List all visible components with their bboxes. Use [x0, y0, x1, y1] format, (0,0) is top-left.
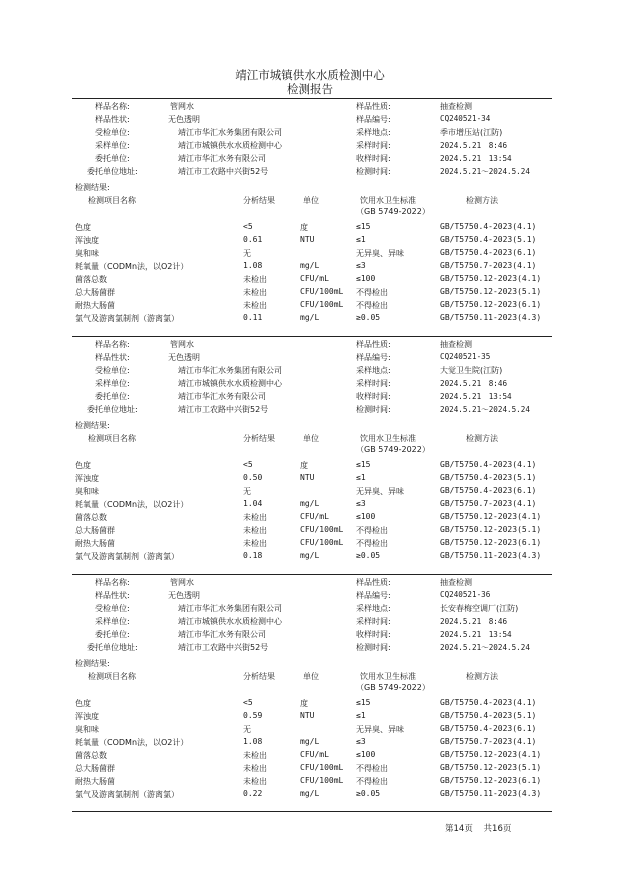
cell-item: 臭和味 — [75, 487, 99, 496]
cell-item: 浑浊度 — [75, 236, 99, 245]
cell-result: 未检出 — [243, 513, 267, 522]
field-value-receive-time: 2024.5.21 13:54 — [440, 392, 512, 401]
col-header-item: 检测项目名称 — [88, 196, 136, 205]
field-label-sample-name: 样品名称: — [95, 578, 130, 587]
field-label-sample-site: 采样地点: — [356, 128, 391, 137]
cell-method: GB/T5750.4-2023(6.1) — [440, 248, 537, 257]
cell-result: 0.61 — [243, 235, 263, 244]
field-value-sampler: 靖江市城镇供水水质检测中心 — [178, 379, 282, 388]
cell-result: 无 — [243, 249, 251, 258]
field-value-sample-no: CQ240521-34 — [440, 114, 491, 123]
field-value-sample-state: 无色透明 — [168, 591, 200, 600]
cell-result: 未检出 — [243, 301, 267, 310]
field-value-test-time: 2024.5.21～2024.5.24 — [440, 405, 530, 414]
field-value-sample-no: CQ240521-36 — [440, 590, 491, 599]
col-header-method: 检测方法 — [466, 196, 498, 205]
table-row — [0, 551, 620, 563]
cell-standard: ≤15 — [356, 460, 371, 469]
cell-method: GB/T5750.12-2023(5.1) — [440, 763, 542, 772]
cell-method: GB/T5750.4-2023(5.1) — [440, 711, 537, 720]
cell-method: GB/T5750.12-2023(6.1) — [440, 538, 542, 547]
page-footer — [445, 822, 519, 834]
field-label-client: 受检单位: — [95, 366, 130, 375]
table-row — [0, 724, 620, 736]
cell-method: GB/T5750.4-2023(4.1) — [440, 460, 537, 469]
cell-item: 耐热大肠菌 — [75, 301, 115, 310]
cell-item: 氯气及游离氯制剂（游离氯） — [75, 790, 179, 799]
cell-unit: CFU/mL — [300, 750, 329, 759]
cell-item: 色度 — [75, 699, 91, 708]
report-title: 检测报告 — [287, 82, 333, 96]
cell-item: 耐热大肠菌 — [75, 539, 115, 548]
field-label-sample-name: 样品名称: — [95, 340, 130, 349]
field-value-commissioner-address: 靖江市工农路中兴街52号 — [178, 167, 269, 176]
field-value-sample-site: 长安春梅空调厂(江防) — [440, 604, 519, 613]
cell-standard: ≥0.05 — [356, 313, 381, 322]
cell-result: 0.18 — [243, 551, 263, 560]
page-bottom-rule — [72, 811, 552, 812]
cell-standard: 不得检出 — [356, 764, 388, 773]
cell-standard: ≤3 — [356, 261, 366, 270]
report-org-title: 靖江市城镇供水水质检测中心 — [235, 68, 385, 82]
cell-result: 1.08 — [243, 737, 263, 746]
field-label-sample-site: 采样地点: — [356, 366, 391, 375]
page-total: 共16页 — [483, 824, 512, 834]
table-row — [0, 300, 620, 312]
table-row — [0, 499, 620, 511]
cell-method: GB/T5750.12-2023(6.1) — [440, 776, 542, 785]
col-header-standard-code: （GB 5749-2022） — [356, 207, 430, 216]
field-value-sample-name: 管网水 — [170, 340, 194, 349]
cell-result: <5 — [243, 222, 253, 231]
cell-unit: 度 — [300, 461, 308, 470]
cell-method: GB/T5750.12-2023(5.1) — [440, 525, 542, 534]
field-label-sample-site: 采样地点: — [356, 604, 391, 613]
field-value-sample-type: 抽查检测 — [440, 102, 472, 111]
table-row — [0, 486, 620, 498]
col-header-method: 检测方法 — [466, 434, 498, 443]
field-value-commissioner-address: 靖江市工农路中兴街52号 — [178, 405, 269, 414]
field-value-client: 靖江市华汇水务集团有限公司 — [178, 128, 282, 137]
field-value-test-time: 2024.5.21～2024.5.24 — [440, 643, 530, 652]
cell-unit: CFU/100mL — [300, 538, 344, 547]
cell-standard: ≤100 — [356, 512, 376, 521]
field-value-sample-name: 管网水 — [170, 102, 194, 111]
cell-unit: mg/L — [300, 551, 320, 560]
field-value-sample-type: 抽查检测 — [440, 578, 472, 587]
section-divider — [72, 98, 552, 99]
col-header-standard-code: （GB 5749-2022） — [356, 683, 430, 692]
field-value-sample-state: 无色透明 — [168, 115, 200, 124]
field-label-receive-time: 收样时间: — [356, 392, 391, 401]
cell-result: 未检出 — [243, 526, 267, 535]
col-header-item: 检测项目名称 — [88, 434, 136, 443]
cell-method: GB/T5750.4-2023(5.1) — [440, 235, 537, 244]
field-label-commissioner: 委托单位: — [95, 154, 130, 163]
cell-result: 未检出 — [243, 777, 267, 786]
cell-unit: CFU/100mL — [300, 300, 344, 309]
section-divider — [72, 574, 552, 575]
cell-standard: ≤1 — [356, 711, 366, 720]
cell-item: 耗氧量（CODMn法，以O2计） — [75, 262, 189, 271]
cell-method: GB/T5750.4-2023(6.1) — [440, 486, 537, 495]
table-row — [0, 737, 620, 749]
cell-item: 菌落总数 — [75, 751, 107, 760]
cell-standard: 无异臭、异味 — [356, 487, 404, 496]
cell-method: GB/T5750.12-2023(4.1) — [440, 750, 542, 759]
field-label-client: 受检单位: — [95, 128, 130, 137]
field-value-commissioner: 靖江市华汇水务有限公司 — [178, 154, 266, 163]
cell-unit: mg/L — [300, 737, 320, 746]
field-label-test-time: 检测时间: — [356, 643, 391, 652]
cell-unit: CFU/100mL — [300, 525, 344, 534]
cell-method: GB/T5750.7-2023(4.1) — [440, 261, 537, 270]
field-label-sample-state: 样品性状: — [95, 591, 130, 600]
cell-standard: 无异臭、异味 — [356, 249, 404, 258]
cell-method: GB/T5750.7-2023(4.1) — [440, 737, 537, 746]
table-row — [0, 261, 620, 273]
cell-standard: 不得检出 — [356, 777, 388, 786]
cell-item: 耗氧量（CODMn法，以O2计） — [75, 500, 189, 509]
cell-method: GB/T5750.7-2023(4.1) — [440, 499, 537, 508]
cell-unit: CFU/mL — [300, 274, 329, 283]
cell-method: GB/T5750.12-2023(5.1) — [440, 287, 542, 296]
field-value-sample-type: 抽查检测 — [440, 340, 472, 349]
field-value-sampler: 靖江市城镇供水水质检测中心 — [178, 617, 282, 626]
field-label-sampler: 采样单位: — [95, 617, 130, 626]
field-value-sample-time: 2024.5.21 8:46 — [440, 617, 508, 626]
field-value-sample-state: 无色透明 — [168, 353, 200, 362]
field-label-sample-type: 样品性质: — [356, 578, 391, 587]
cell-method: GB/T5750.4-2023(4.1) — [440, 222, 537, 231]
col-header-method: 检测方法 — [466, 672, 498, 681]
field-label-commissioner-address: 委托单位地址: — [87, 643, 138, 652]
table-row — [0, 460, 620, 472]
cell-result: <5 — [243, 460, 253, 469]
cell-result: 0.59 — [243, 711, 263, 720]
table-row — [0, 711, 620, 723]
cell-result: 无 — [243, 725, 251, 734]
col-header-item: 检测项目名称 — [88, 672, 136, 681]
field-value-sample-time: 2024.5.21 8:46 — [440, 141, 508, 150]
cell-unit: 度 — [300, 223, 308, 232]
field-label-sample-type: 样品性质: — [356, 340, 391, 349]
section-divider — [72, 336, 552, 337]
cell-standard: 不得检出 — [356, 301, 388, 310]
cell-item: 浑浊度 — [75, 712, 99, 721]
cell-result: <5 — [243, 698, 253, 707]
cell-item: 菌落总数 — [75, 275, 107, 284]
cell-standard: 不得检出 — [356, 288, 388, 297]
field-label-test-time: 检测时间: — [356, 405, 391, 414]
col-header-unit: 单位 — [303, 196, 319, 205]
cell-method: GB/T5750.4-2023(5.1) — [440, 473, 537, 482]
cell-method: GB/T5750.4-2023(6.1) — [440, 724, 537, 733]
cell-result: 未检出 — [243, 764, 267, 773]
field-value-commissioner: 靖江市华汇水务有限公司 — [178, 392, 266, 401]
field-value-sample-site: 季市增压站(江防) — [440, 128, 503, 137]
field-label-sample-no: 样品编号: — [356, 115, 391, 124]
cell-standard: ≥0.05 — [356, 551, 381, 560]
cell-result: 1.04 — [243, 499, 263, 508]
table-row — [0, 750, 620, 762]
field-value-client: 靖江市华汇水务集团有限公司 — [178, 604, 282, 613]
cell-item: 总大肠菌群 — [75, 764, 115, 773]
field-label-sample-state: 样品性状: — [95, 115, 130, 124]
cell-unit: NTU — [300, 235, 315, 244]
cell-unit: mg/L — [300, 261, 320, 270]
cell-standard: ≤3 — [356, 499, 366, 508]
table-row — [0, 512, 620, 524]
cell-standard: ≤100 — [356, 750, 376, 759]
field-label-sample-time: 采样时间: — [356, 141, 391, 150]
cell-result: 0.11 — [243, 313, 263, 322]
field-label-client: 受检单位: — [95, 604, 130, 613]
col-header-result: 分析结果 — [243, 672, 275, 681]
field-value-receive-time: 2024.5.21 13:54 — [440, 154, 512, 163]
cell-result: 1.08 — [243, 261, 263, 270]
field-label-test-time: 检测时间: — [356, 167, 391, 176]
cell-item: 氯气及游离氯制剂（游离氯） — [75, 552, 179, 561]
cell-item: 耐热大肠菌 — [75, 777, 115, 786]
field-value-commissioner: 靖江市华汇水务有限公司 — [178, 630, 266, 639]
cell-item: 色度 — [75, 461, 91, 470]
table-row — [0, 698, 620, 710]
field-value-sample-time: 2024.5.21 8:46 — [440, 379, 508, 388]
col-header-unit: 单位 — [303, 672, 319, 681]
field-value-commissioner-address: 靖江市工农路中兴街52号 — [178, 643, 269, 652]
cell-standard: ≤100 — [356, 274, 376, 283]
cell-item: 氯气及游离氯制剂（游离氯） — [75, 314, 179, 323]
cell-item: 浑浊度 — [75, 474, 99, 483]
cell-unit: CFU/mL — [300, 512, 329, 521]
table-row — [0, 763, 620, 775]
page-number: 第14页 — [445, 824, 473, 834]
table-row — [0, 235, 620, 247]
cell-method: GB/T5750.11-2023(4.3) — [440, 789, 542, 798]
field-value-sample-no: CQ240521-35 — [440, 352, 491, 361]
cell-item: 总大肠菌群 — [75, 288, 115, 297]
cell-standard: 不得检出 — [356, 539, 388, 548]
cell-method: GB/T5750.12-2023(6.1) — [440, 300, 542, 309]
cell-method: GB/T5750.11-2023(4.3) — [440, 313, 542, 322]
cell-unit: mg/L — [300, 789, 320, 798]
cell-method: GB/T5750.12-2023(4.1) — [440, 274, 542, 283]
field-label-sample-no: 样品编号: — [356, 353, 391, 362]
table-row — [0, 248, 620, 260]
cell-standard: ≤3 — [356, 737, 366, 746]
cell-result: 未检出 — [243, 751, 267, 760]
cell-result: 未检出 — [243, 275, 267, 284]
col-header-standard: 饮用水卫生标准 — [360, 196, 416, 205]
cell-item: 臭和味 — [75, 725, 99, 734]
cell-standard: ≤15 — [356, 222, 371, 231]
col-header-standard: 饮用水卫生标准 — [360, 434, 416, 443]
cell-standard: 无异臭、异味 — [356, 725, 404, 734]
field-label-commissioner: 委托单位: — [95, 630, 130, 639]
table-row — [0, 473, 620, 485]
cell-item: 总大肠菌群 — [75, 526, 115, 535]
cell-standard: ≤15 — [356, 698, 371, 707]
cell-result: 未检出 — [243, 539, 267, 548]
field-label-commissioner-address: 委托单位地址: — [87, 405, 138, 414]
table-row — [0, 538, 620, 550]
cell-unit: CFU/100mL — [300, 287, 344, 296]
cell-standard: ≤1 — [356, 473, 366, 482]
table-row — [0, 789, 620, 801]
cell-unit: CFU/100mL — [300, 763, 344, 772]
table-row — [0, 525, 620, 537]
col-header-standard-code: （GB 5749-2022） — [356, 445, 430, 454]
cell-unit: 度 — [300, 699, 308, 708]
table-row — [0, 274, 620, 286]
field-value-sample-name: 管网水 — [170, 578, 194, 587]
cell-unit: NTU — [300, 473, 315, 482]
results-label: 检测结果: — [75, 183, 110, 192]
field-label-sample-state: 样品性状: — [95, 353, 130, 362]
cell-result: 0.50 — [243, 473, 263, 482]
cell-item: 菌落总数 — [75, 513, 107, 522]
col-header-standard: 饮用水卫生标准 — [360, 672, 416, 681]
cell-standard: ≥0.05 — [356, 789, 381, 798]
cell-item: 臭和味 — [75, 249, 99, 258]
cell-unit: NTU — [300, 711, 315, 720]
field-label-commissioner: 委托单位: — [95, 392, 130, 401]
table-row — [0, 776, 620, 788]
field-label-sampler: 采样单位: — [95, 379, 130, 388]
field-label-sample-time: 采样时间: — [356, 379, 391, 388]
cell-result: 未检出 — [243, 288, 267, 297]
field-value-client: 靖江市华汇水务集团有限公司 — [178, 366, 282, 375]
col-header-result: 分析结果 — [243, 434, 275, 443]
cell-method: GB/T5750.4-2023(4.1) — [440, 698, 537, 707]
field-label-sampler: 采样单位: — [95, 141, 130, 150]
table-row — [0, 287, 620, 299]
col-header-result: 分析结果 — [243, 196, 275, 205]
field-label-commissioner-address: 委托单位地址: — [87, 167, 138, 176]
cell-item: 耗氧量（CODMn法，以O2计） — [75, 738, 189, 747]
table-row — [0, 313, 620, 325]
results-label: 检测结果: — [75, 659, 110, 668]
cell-method: GB/T5750.12-2023(4.1) — [440, 512, 542, 521]
cell-unit: mg/L — [300, 499, 320, 508]
cell-unit: mg/L — [300, 313, 320, 322]
field-label-sample-no: 样品编号: — [356, 591, 391, 600]
field-label-sample-type: 样品性质: — [356, 102, 391, 111]
field-value-sample-site: 大觉卫生院(江防) — [440, 366, 503, 375]
results-label: 检测结果: — [75, 421, 110, 430]
field-value-receive-time: 2024.5.21 13:54 — [440, 630, 512, 639]
cell-result: 无 — [243, 487, 251, 496]
cell-method: GB/T5750.11-2023(4.3) — [440, 551, 542, 560]
table-row — [0, 222, 620, 234]
cell-item: 色度 — [75, 223, 91, 232]
cell-result: 0.22 — [243, 789, 263, 798]
cell-unit: CFU/100mL — [300, 776, 344, 785]
cell-standard: 不得检出 — [356, 526, 388, 535]
field-label-receive-time: 收样时间: — [356, 154, 391, 163]
field-label-sample-name: 样品名称: — [95, 102, 130, 111]
field-label-receive-time: 收样时间: — [356, 630, 391, 639]
field-value-sampler: 靖江市城镇供水水质检测中心 — [178, 141, 282, 150]
col-header-unit: 单位 — [303, 434, 319, 443]
field-value-test-time: 2024.5.21～2024.5.24 — [440, 167, 530, 176]
field-label-sample-time: 采样时间: — [356, 617, 391, 626]
cell-standard: ≤1 — [356, 235, 366, 244]
